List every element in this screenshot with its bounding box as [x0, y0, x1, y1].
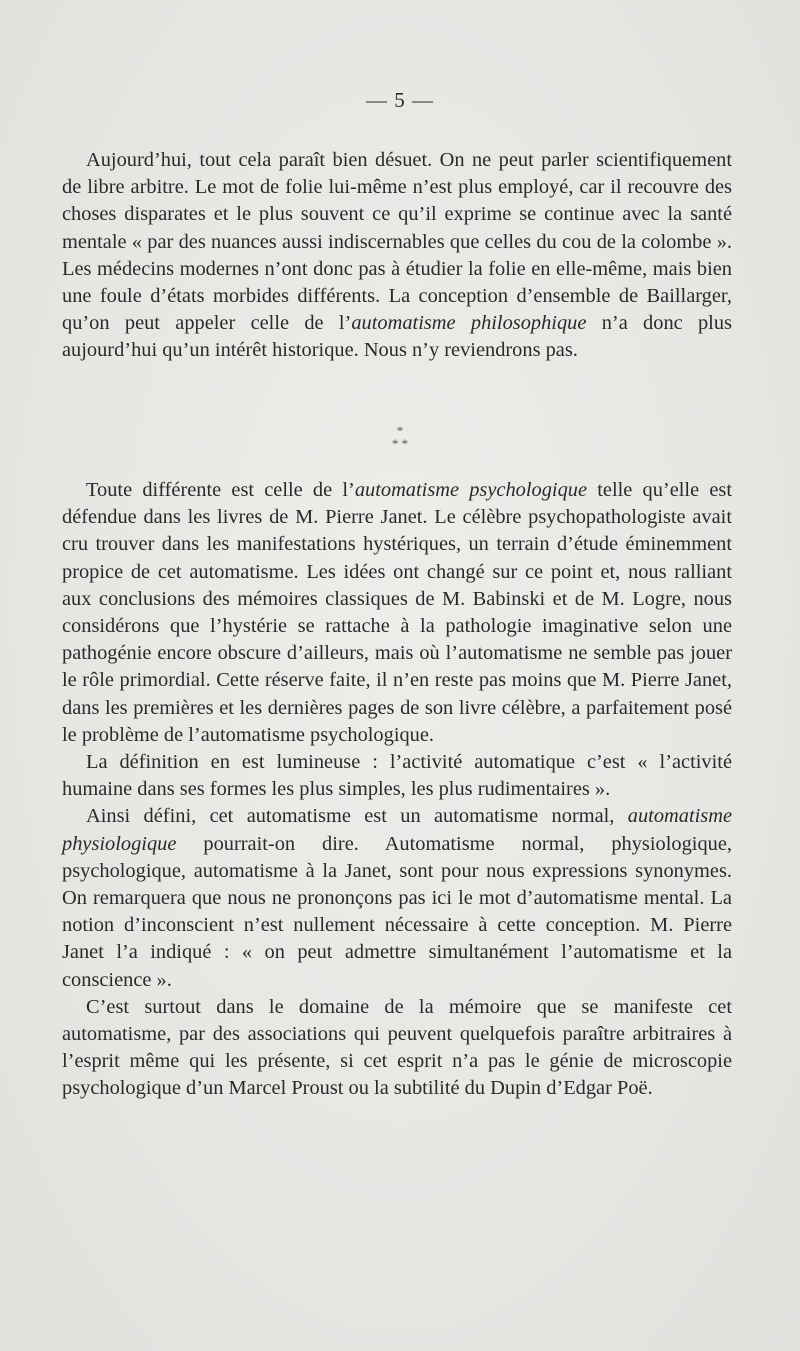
- asterism-bottom: * *: [391, 436, 409, 451]
- paragraph-text: Toute différente est celle de l’: [86, 479, 355, 501]
- italic-term: automatisme philosophique: [351, 312, 587, 335]
- paragraph: [62, 477, 732, 749]
- paragraph: [62, 803, 732, 993]
- italic-term: automatisme psychologique: [354, 479, 588, 501]
- paragraph-text: telle qu’elle est défendue dans les livres de M. Pierre Janet. Le célèbre psychopathologiste avait cru trouver dans les manifestations hystériques, un terrain d’étude éminemment propice de cet automatisme. Les idées ont changé sur ce point et, nous ralliant aux conclusions des mémoires classiques de M. Babinski et de M. Logre, nous considérons que l’hystérie se rattache à la pathologie imaginative selon une pathogénie encore obscure d’ailleurs, mais où l’automatisme ne semble pas jouer le rôle primordial. Cette réserve faite, il n’en reste pas moins que M. Pierre Janet, dans les premières et les dernières pages de son livre célèbre, a parfaitement posé le problème de l’automatisme psychologique.: [62, 479, 732, 746]
- section-baillarger: [62, 147, 732, 365]
- paragraph: La définition en est lumineuse : l’activité automatique c’est « l’activité humaine dans ses formes les plus simples, les plus rudimentaires ».: [62, 751, 732, 801]
- asterism-separator: [0, 424, 800, 450]
- page-number: — 5 —: [366, 88, 434, 112]
- asterism-top: *: [396, 423, 404, 438]
- paragraph-text: pourrait-on dire. Automatisme normal, physiologique, psychologique, automatisme à la Janet, sont pour nous expressions synonymes. On remarquera que nous ne prononçons pas ici le mot d’automatisme mental. La notion d’inconscient n’est nullement nécessaire à cette conception. M. Pierre Janet l’a indiqué : « on peut admettre simultanément l’automatisme et la conscience ».: [62, 832, 732, 991]
- section-janet: [62, 477, 732, 1103]
- paragraph: C’est surtout dans le domaine de la mémoire que se manifeste cet automatisme, par des associations qui peuvent quelquefois paraître arbitraires à l’esprit même qui les présente, si cet esprit n’a pas le génie de microscopie psychologique d’un Marcel Proust ou la subtilité du Dupin d’Edgar Poë.: [62, 995, 732, 1100]
- paragraph-text: Aujourd’hui, tout cela paraît bien désuet. On ne peut parler scientifiquement de libre arbitre. Le mot de folie lui-même n’est plus employé, car il recouvre des choses disparates et le plus souvent ce qu’il exprime se continue avec la santé mentale « par des nuances aussi indiscernables que celles du cou de la colombe ». Les médecins modernes n’ont donc pas à étudier la folie en elle-même, mais bien une foule d’états morbides différents. La conception d’ensemble de Baillarger, qu’on peut appeler celle de l’: [62, 149, 732, 335]
- paragraph: [62, 147, 732, 365]
- paragraph-text: Ainsi défini, cet automatisme est un automatisme normal,: [86, 805, 628, 828]
- italic-term: automatisme physiologique: [62, 805, 732, 855]
- paragraph-text: n’a donc plus aujourd’hui qu’un intérêt historique. Nous n’y reviendrons pas.: [62, 312, 732, 362]
